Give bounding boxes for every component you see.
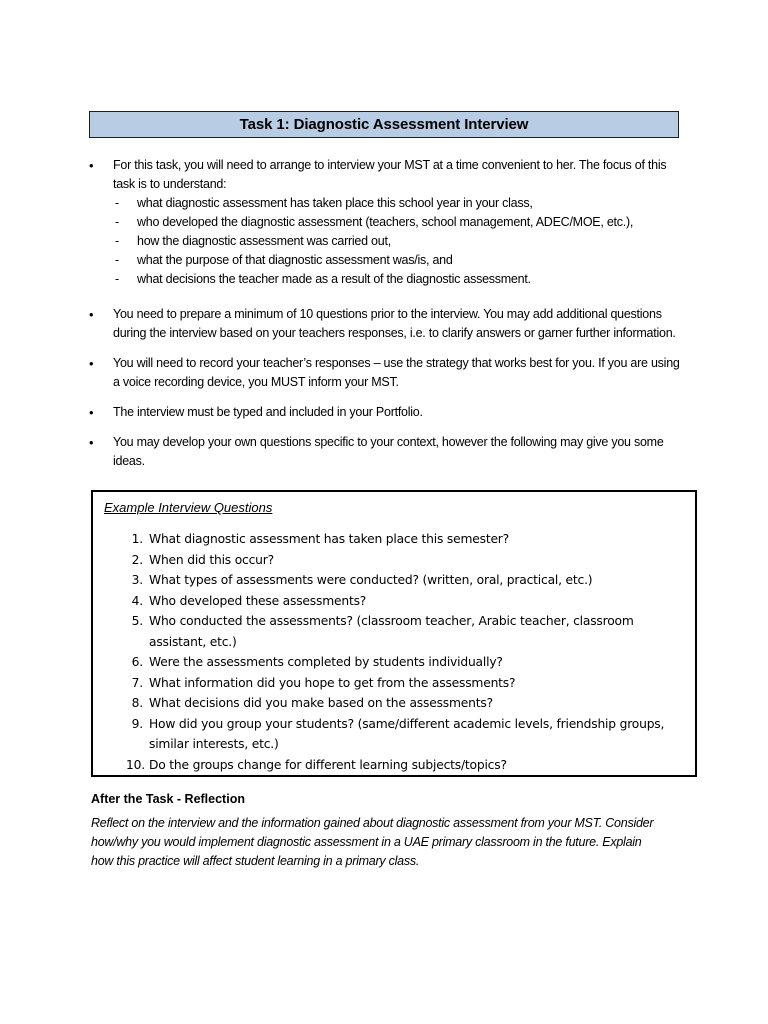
sublist-item: - what decisions the teacher made as a result of the diagnostic assessment.: [113, 270, 684, 289]
question-text: Do the groups change for different learning subjects/topics?: [149, 757, 507, 772]
instructions-list: [88, 156, 684, 471]
sublist-item: - what the purpose of that diagnostic assessment was/is, and: [113, 251, 684, 270]
example-questions-box: [91, 490, 697, 777]
focus-sublist: [113, 194, 684, 289]
question-number: 3.: [131, 573, 143, 587]
sublist-item: - who developed the diagnostic assessment (teachers, school management, ADEC/MOE, etc.),: [113, 213, 684, 232]
question-number: 10.: [126, 757, 145, 772]
question-text: Who developed these assessments?: [149, 593, 367, 608]
example-questions-heading: Example Interview Questions: [104, 500, 273, 515]
question-text: What types of assessments were conducted? (written, oral, practical, etc.): [149, 573, 593, 587]
reflection-text: Reflect on the interview and the information gained about diagnostic assessment from your MST. Consider how/why you would implement diagnostic assessment in a UAE primary classroom in the future. Explain how this practice will affect student learning in a primary class.: [91, 816, 654, 868]
question-number: 8.: [131, 696, 143, 710]
question-item: [93, 529, 693, 550]
question-item: [93, 652, 693, 673]
question-item: [93, 673, 693, 694]
sublist-item: - how the diagnostic assessment was carried out,: [113, 232, 684, 251]
question-text: What decisions did you make based on the assessments?: [149, 696, 493, 710]
question-item: [93, 611, 693, 652]
question-text: Were the assessments completed by students individually?: [149, 655, 503, 669]
question-number: 6.: [131, 655, 143, 669]
question-text: What information did you hope to get from the assessments?: [149, 675, 516, 690]
question-number: 1.: [131, 532, 143, 546]
question-number: 9.: [131, 716, 143, 731]
question-item: [93, 570, 693, 591]
question-item: [93, 755, 693, 776]
question-text: What diagnostic assessment has taken place this semester?: [149, 532, 509, 546]
question-number: 2.: [131, 552, 143, 567]
question-item: [93, 714, 693, 755]
question-item: [93, 550, 693, 571]
bullet-text: • For this task, you will need to arrange to interview your MST at a time convenient to her. The focus of this task is to understand:: [113, 158, 667, 191]
question-item: [93, 693, 693, 714]
instruction-bullet: [88, 156, 684, 289]
reflection-heading: After the Task - Reflection: [91, 792, 245, 806]
instruction-bullet: • You may develop your own questions specific to your context, however the following may give you some ideas.: [88, 433, 684, 471]
question-number: 7.: [131, 675, 143, 690]
question-text: How did you group your students? (same/different academic levels, friendship groups, similar interests, etc.): [149, 716, 665, 751]
question-text: When did this occur?: [149, 552, 274, 567]
question-number: 4.: [131, 593, 143, 608]
instruction-bullet: • The interview must be typed and included in your Portfolio.: [88, 403, 684, 422]
instruction-bullet: • You will need to record your teacher’s responses – use the strategy that works best for you. If you are using a voice recording device, you MUST inform your MST.: [88, 354, 684, 392]
question-number: 5.: [131, 614, 143, 628]
instruction-bullet: • You need to prepare a minimum of 10 questions prior to the interview. You may add additional questions during the interview based on your teachers responses, i.e. to clarify answers or garner further information.: [88, 305, 684, 343]
sublist-item: - what diagnostic assessment has taken place this school year in your class,: [113, 194, 684, 213]
question-text: Who conducted the assessments? (classroom teacher, Arabic teacher, classroom assistant, etc.): [149, 614, 634, 649]
question-item: [93, 591, 693, 612]
task-title-bar: [89, 111, 679, 138]
example-questions-list: [93, 529, 693, 775]
task-title: Task 1: Diagnostic Assessment Interview: [239, 116, 529, 133]
